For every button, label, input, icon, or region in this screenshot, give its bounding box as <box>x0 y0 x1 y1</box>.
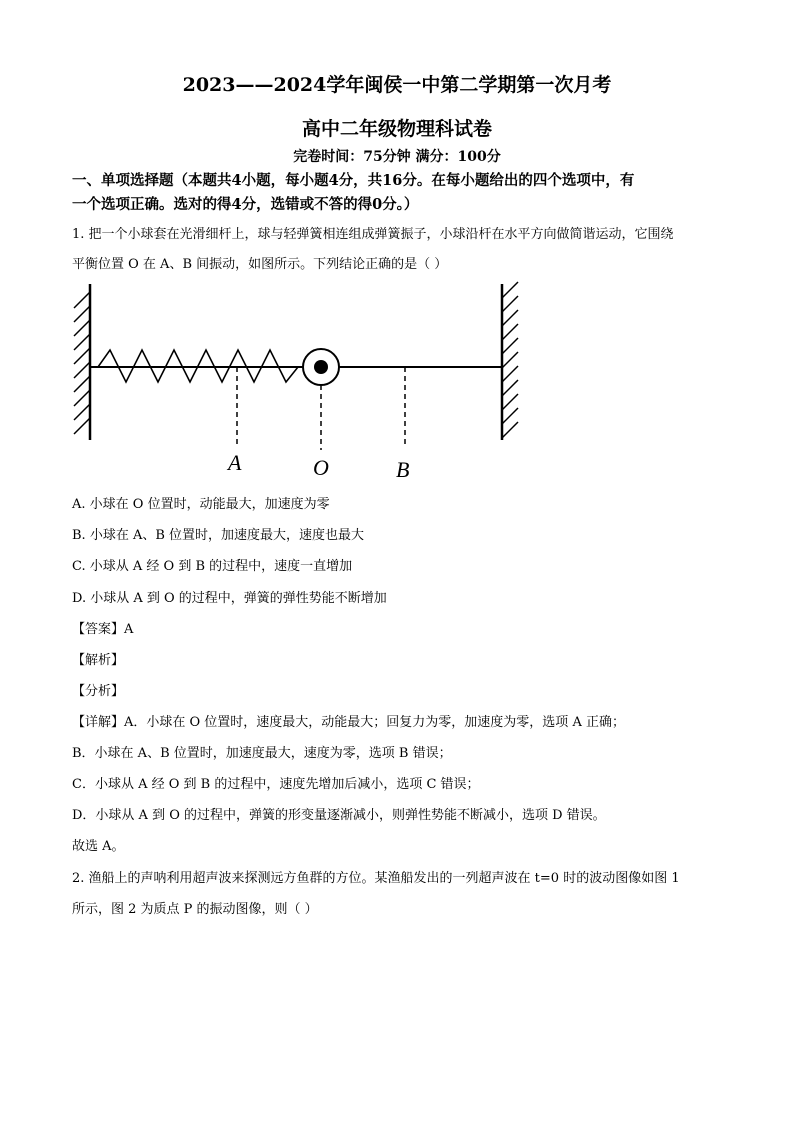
q1-conclusion: 故选 A。 <box>72 839 125 854</box>
q1-stem-line1: 1. 把一个小球套在光滑细杆上，球与轻弹簧相连组成弹簧振子，小球沿杆在水平方向做简谐运动，它围绕 <box>72 227 674 242</box>
q1-option-a: A. 小球在 O 位置时，动能最大，加速度为零 <box>72 497 330 512</box>
q1-answer: 【答案】A <box>72 622 134 637</box>
ball <box>303 349 339 385</box>
q1-option-c: C. 小球从 A 经 O 到 B 的过程中，速度一直增加 <box>72 559 353 574</box>
label-b: B <box>396 457 410 482</box>
q2-stem-line1: 2. 渔船上的声呐利用超声波来探测远方鱼群的方位。某渔船发出的一列超声波在 t=0 时的波动图像如图 1 <box>72 871 680 886</box>
q1-analysis-heading: 【解析】 <box>72 653 125 668</box>
exam-meta: 完卷时间：75分钟 满分：100分 <box>293 149 501 165</box>
q1-option-b: B. 小球在 A、B 位置时，加速度最大，速度也最大 <box>72 528 365 543</box>
label-a: A <box>228 450 242 475</box>
q1-fenxi-heading: 【分析】 <box>72 684 125 699</box>
q1-detail-d: D．小球从 A 到 O 的过程中，弹簧的形变量逐渐减小，则弹性势能不断减小，选项 D 错误。 <box>72 808 606 823</box>
spring-oscillator-diagram <box>60 278 530 488</box>
exam-title: 2023——2024学年闽侯一中第二学期第一次月考 <box>182 74 612 96</box>
exam-subtitle: 高中二年级物理科试卷 <box>301 118 492 140</box>
section-heading-line2: 一个选项正确。选对的得4分，选错或不答的得0分。） <box>72 196 419 213</box>
q1-detail-b: B．小球在 A、B 位置时，加速度最大，速度为零，选项 B 错误； <box>72 746 452 761</box>
q1-detail-a: 【详解】A．小球在 O 位置时，速度最大，动能最大；回复力为零，加速度为零，选项 A 正确； <box>72 715 625 730</box>
q2-stem-line2: 所示，图 2 为质点 P 的振动图像，则（ ） <box>72 902 318 917</box>
right-wall <box>502 282 518 440</box>
q1-detail-c: C．小球从 A 经 O 到 B 的过程中，速度先增加后减小，选项 C 错误； <box>72 777 480 792</box>
q1-stem-line2: 平衡位置 O 在 A、B 间振动，如图所示。下列结论正确的是（ ） <box>72 257 448 272</box>
label-o: O <box>313 455 329 480</box>
q1-option-d: D. 小球从 A 到 O 的过程中，弹簧的弹性势能不断增加 <box>72 591 387 606</box>
section-heading-line1: 一、单项选择题（本题共4小题，每小题4分，共16分。在每小题给出的四个选项中，有 <box>72 172 635 189</box>
left-wall <box>74 284 90 440</box>
